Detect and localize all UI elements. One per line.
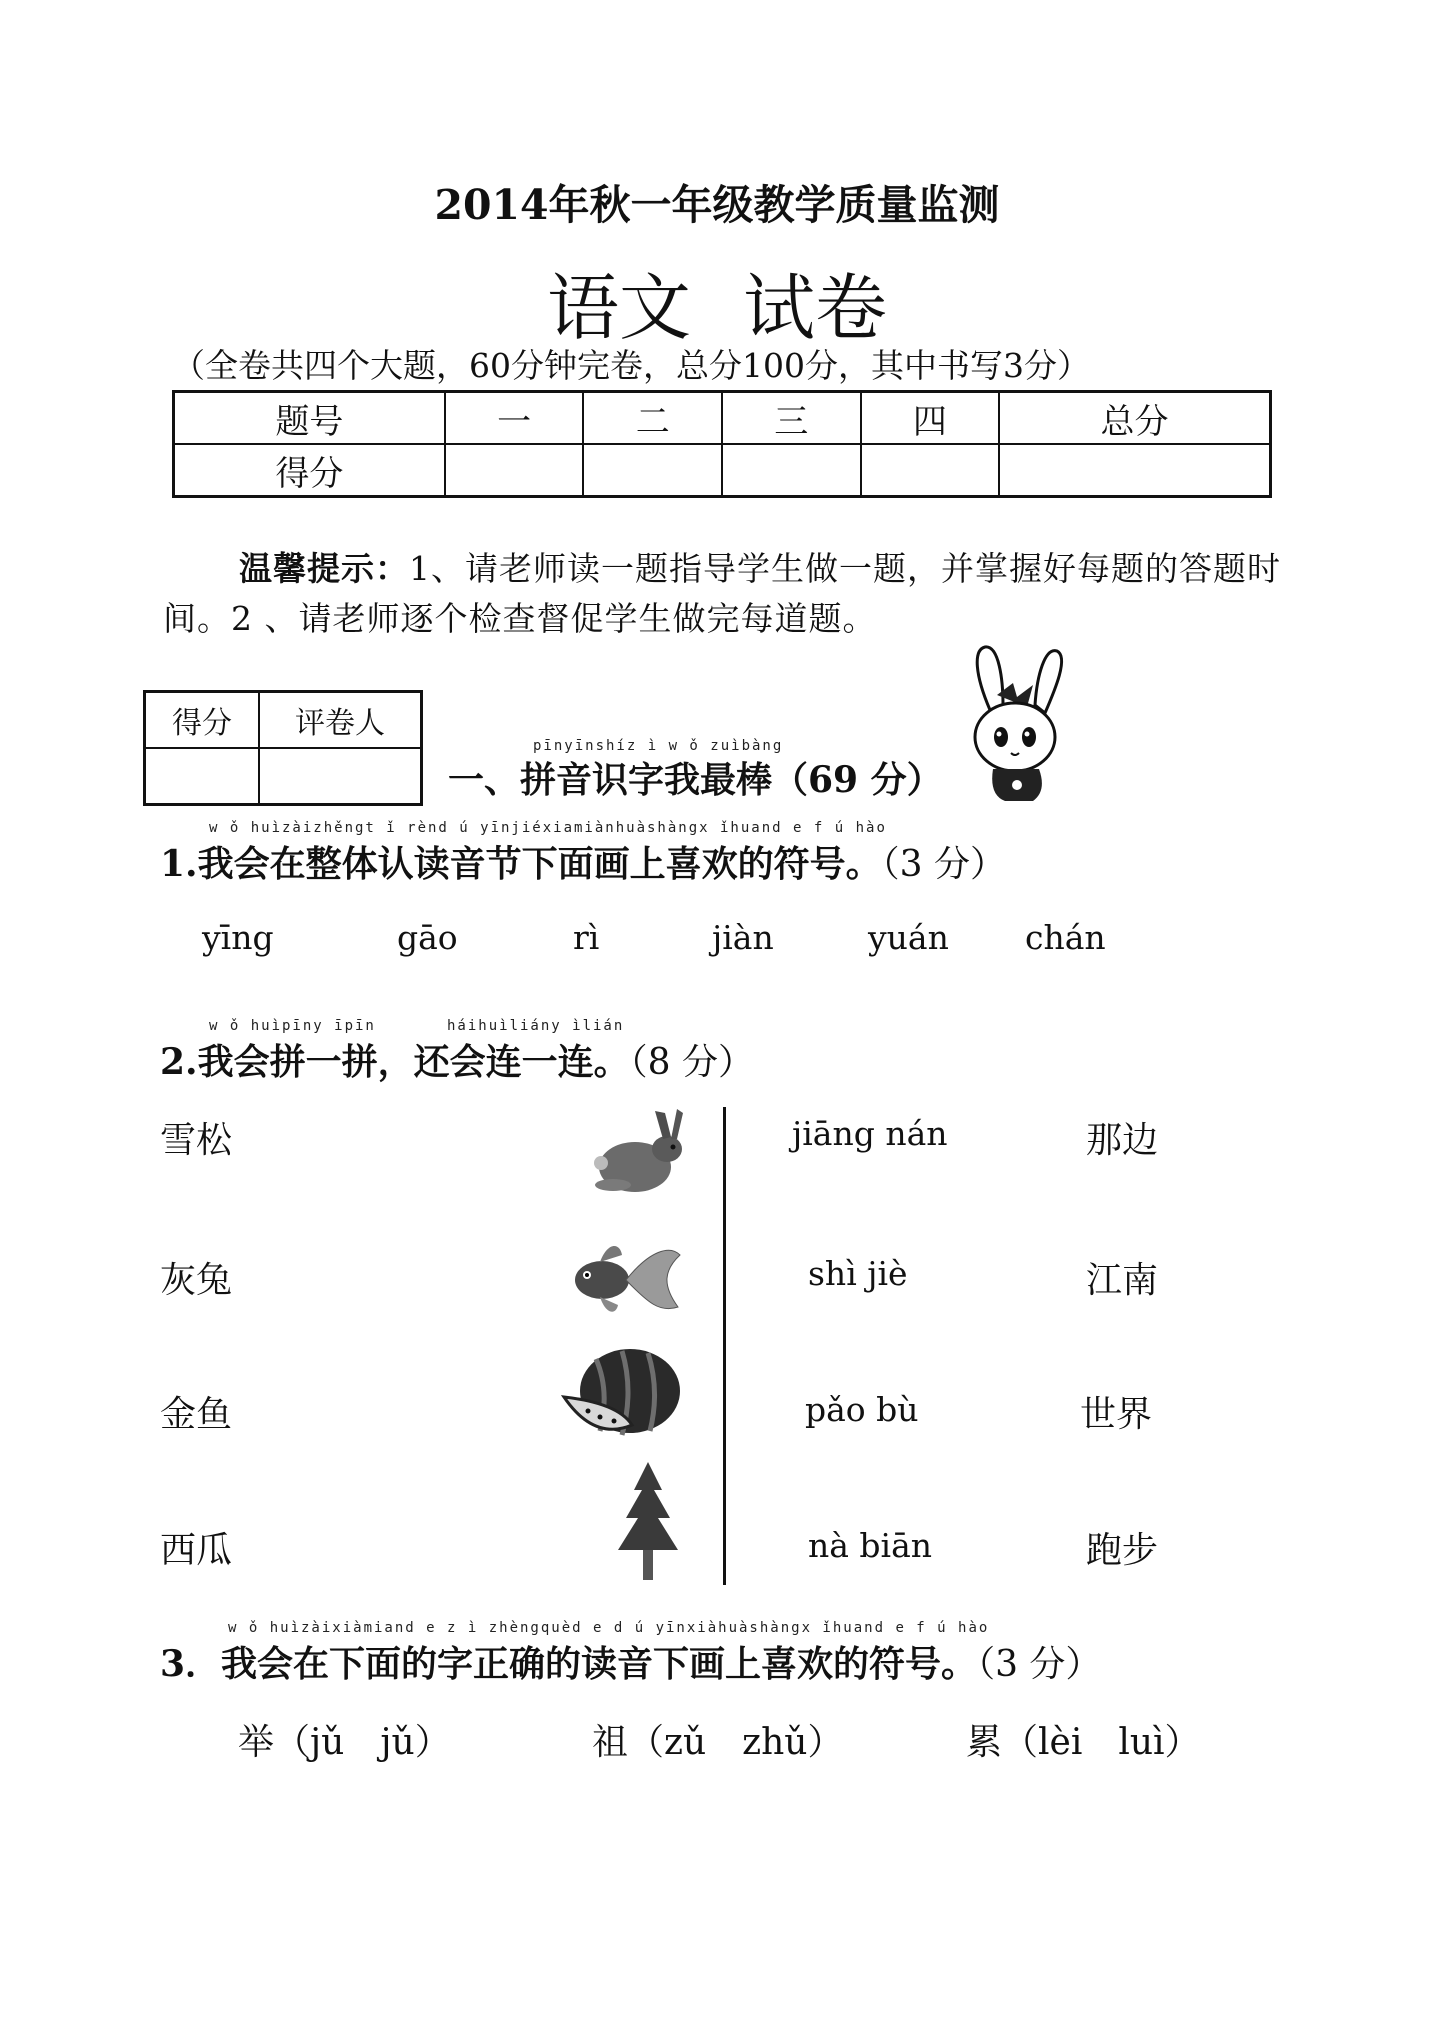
grader-score-entry[interactable] [145,748,260,805]
score-entry-cell[interactable] [445,444,584,497]
exam-info: （全卷共四个大题，60分钟完卷，总分100分，其中书写3分） [172,346,1090,385]
q3-title-text: 3．我会在下面的字正确的读音下画上喜欢的符号。 [160,1643,978,1685]
q2-left-word[interactable]: 灰兔 [160,1260,233,1301]
score-table-cell: 题号 [174,392,445,445]
q1-title [160,836,1006,887]
watermelon-image[interactable] [560,1345,685,1445]
q1-pinyin: w ǒ huìzàizhěngt ǐ rènd ú yīnjiéxiamiànhuàshàngx ǐhuand e f ú hào [209,820,887,836]
bunny-mascot-icon [955,645,1075,805]
q2-right-word[interactable]: 跑步 [1086,1530,1159,1571]
q2-right-word[interactable]: 江南 [1086,1260,1159,1301]
q2-pinyin-word[interactable]: pǎo bù [805,1390,919,1429]
q1-syllable[interactable]: yīng [202,918,274,957]
grader-name-entry[interactable] [259,748,422,805]
q3-points: （3 分） [977,1644,1102,1685]
score-entry-cell[interactable] [722,444,861,497]
paper-label: 试卷 [743,266,888,350]
q2-right-word[interactable]: 那边 [1086,1120,1159,1161]
q2-title [160,1034,754,1085]
q2-right-word[interactable]: 世界 [1080,1394,1153,1435]
q3-item[interactable]: 累（lèi luì） [966,1722,1201,1763]
section1-pinyin: pīnyīnshíz ì w ǒ zuìbàng [533,738,784,754]
q1-syllable[interactable]: gāo [397,918,458,957]
q1-syllable[interactable]: rì [573,918,600,957]
score-table-cell: 得分 [174,444,445,497]
q1-syllable[interactable]: jiàn [712,918,774,957]
q2-points: （8 分） [629,1042,754,1083]
q2-left-word[interactable]: 西瓜 [160,1530,233,1571]
score-entry-cell[interactable] [999,444,1270,497]
q2-pinyin-word[interactable]: nà biān [808,1526,933,1565]
pine-tree-image[interactable] [608,1460,688,1585]
score-table-cell: 总分 [999,392,1270,445]
score-table [172,390,1272,498]
score-table-cell: 一 [445,392,584,445]
score-table-score-row [174,444,1271,497]
q2-pinyin-b: háihuìliány ìlián [447,1018,625,1034]
goldfish-image[interactable] [560,1235,685,1325]
score-entry-cell[interactable] [861,444,1000,497]
q2-left-word[interactable]: 雪松 [160,1120,233,1161]
score-entry-cell[interactable] [583,444,722,497]
q3-item[interactable]: 祖（zǔ zhǔ） [592,1722,844,1763]
score-table-cell: 二 [583,392,722,445]
grader-name-label: 评卷人 [259,692,422,749]
q2-left-word[interactable]: 金鱼 [160,1394,233,1435]
subject-label: 语文 [546,266,691,350]
score-table-cell: 四 [861,392,1000,445]
tip-label: 温馨提示： [239,549,409,588]
exam-subject-heading [0,250,1434,354]
q1-points: （3 分） [881,844,1006,885]
q3-title [160,1636,1101,1687]
q2-pinyin-word[interactable]: shì jiè [808,1254,908,1293]
q2-title-text: 2.我会拼一拼，还会连一连。 [160,1041,630,1083]
section1-title: 一、拼音识字我最棒（69 分） [448,759,943,801]
rabbit-image[interactable] [585,1105,690,1197]
q2-pinyin-word[interactable]: jiāng nán [792,1114,948,1153]
q2-pinyin-a: w ǒ huìpīny īpīn [209,1018,376,1034]
teacher-tip [163,544,1293,644]
q3-pinyin: w ǒ huìzàixiàmiand e z ì zhèngquèd e d ú yīnxiàhuàshàngx ǐhuand e f ú hào [228,1620,990,1636]
q3-item[interactable]: 举（jǔ jǔ） [238,1722,451,1763]
grader-box [143,690,423,806]
q1-syllable[interactable]: yuán [868,918,949,957]
score-table-cell: 三 [722,392,861,445]
exam-title: 2014年秋一年级教学质量监测 [434,181,1000,229]
score-table-header-row [174,392,1271,445]
divider-line [723,1107,726,1585]
grader-score-label: 得分 [145,692,260,749]
q1-title-text: 1.我会在整体认读音节下面画上喜欢的符号。 [160,843,882,885]
tip-text: 1、请老师读一题指导学生做一题，并掌握好每题的答题时间。2 、请老师逐个检查督促学生做完每道题。 [163,549,1281,638]
q1-syllable[interactable]: chán [1025,918,1106,957]
